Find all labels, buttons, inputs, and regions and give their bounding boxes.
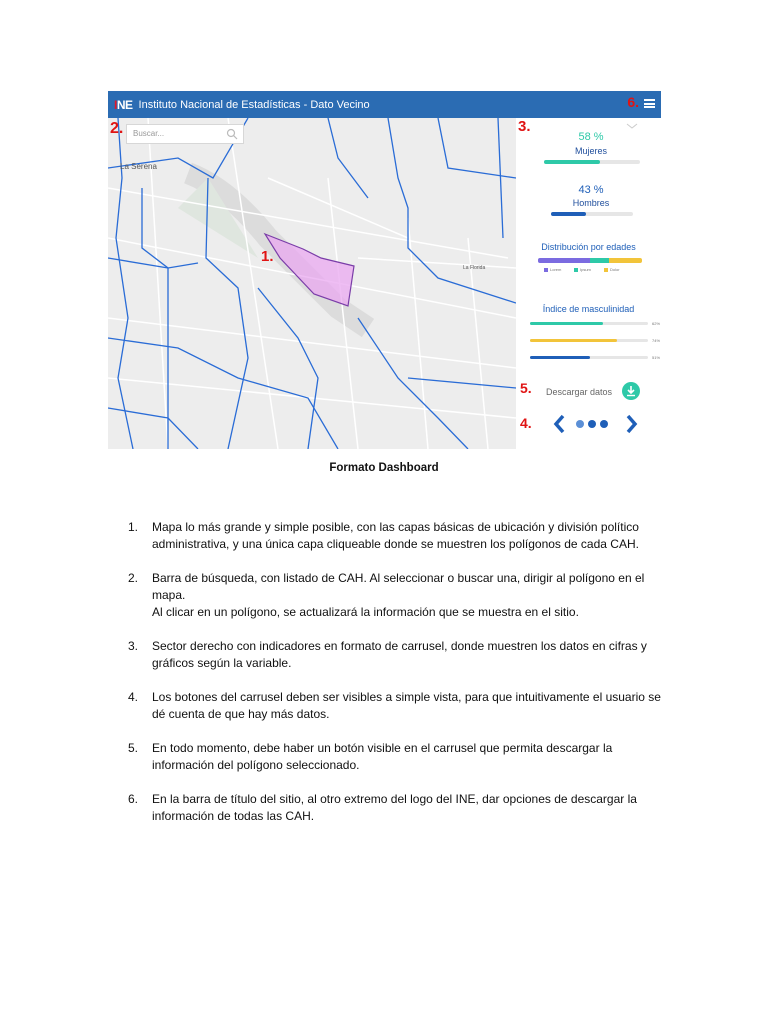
item-text: Mapa lo más grande y simple posible, con las capas básicas de ubicación y división político administrativa, y una única capa cliqueable donde se muestren los polígonos de cada CAH. <box>152 520 639 551</box>
item-number: 3. <box>128 639 139 653</box>
requirements-list <box>128 519 668 842</box>
dashboard-screenshot <box>108 91 661 449</box>
list-item <box>128 689 668 723</box>
legend-swatch-1 <box>544 268 548 272</box>
age-segment-2 <box>590 258 609 263</box>
marker-2: 2. <box>110 120 124 137</box>
item-number: 6. <box>128 792 139 806</box>
item-text: Barra de búsqueda, con listado de CAH. Al seleccionar o buscar una, dirigir al polígono en el mapa. <box>152 571 645 602</box>
masc-bar-3 <box>530 356 648 359</box>
age-legend-2: Ipsum <box>580 267 591 272</box>
carousel-dot-2[interactable] <box>588 420 596 428</box>
masc-bar-1-fill <box>530 322 603 325</box>
list-item <box>128 740 668 774</box>
item-number: 4. <box>128 690 139 704</box>
men-bar <box>551 212 633 216</box>
age-segment-1 <box>538 258 590 263</box>
marker-3: 3. <box>518 118 531 135</box>
list-item <box>128 519 668 553</box>
age-legend-1: Lorem <box>550 267 562 272</box>
chevron-up-icon[interactable] <box>626 123 638 129</box>
map-label-la-florida: La Florida <box>463 265 486 271</box>
men-bar-fill <box>551 212 586 216</box>
title-bar <box>108 91 661 118</box>
item-text-2: Al clicar en un polígono, se actualizará la información que se muestra en el sitio. <box>152 605 579 619</box>
item-text-block <box>152 570 668 621</box>
masc-bar-2 <box>530 339 648 342</box>
item-number: 2. <box>128 571 139 585</box>
list-item <box>128 638 668 672</box>
marker-4: 4. <box>520 415 532 431</box>
list-item <box>128 570 668 621</box>
ine-logo[interactable]: INE <box>114 97 133 112</box>
age-segment-3 <box>609 258 642 263</box>
masc-value-1: 62% <box>652 321 661 326</box>
age-legend-3: Dolor <box>610 267 620 272</box>
item-text: En la barra de título del sitio, al otro extremo del logo del INE, dar opciones de descargar la información de todas las CAH. <box>152 792 637 823</box>
item-number: 5. <box>128 741 139 755</box>
women-bar-fill <box>544 160 600 164</box>
carousel-dot-1[interactable] <box>576 420 584 428</box>
marker-5: 5. <box>520 380 532 396</box>
search-placeholder: Buscar... <box>133 129 165 138</box>
marker-6: 6. <box>627 94 639 110</box>
list-item <box>128 791 668 825</box>
carousel-dot-3[interactable] <box>600 420 608 428</box>
app-title: Instituto Nacional de Estadísticas - Dato Vecino <box>138 98 370 111</box>
chevron-left-icon[interactable] <box>552 414 566 434</box>
download-icon[interactable] <box>622 382 640 400</box>
masc-value-3: 51% <box>652 355 661 360</box>
chevron-right-icon[interactable] <box>625 414 639 434</box>
map-canvas <box>108 118 516 449</box>
masc-value-2: 74% <box>652 338 661 343</box>
women-bar <box>544 160 640 164</box>
masc-bar-2-fill <box>530 339 617 342</box>
women-percent: 58 % <box>578 131 604 143</box>
search-icon[interactable] <box>226 128 238 140</box>
legend-swatch-2 <box>574 268 578 272</box>
search-input[interactable] <box>126 124 244 144</box>
download-label[interactable]: Descargar datos <box>546 387 613 397</box>
men-percent: 43 % <box>578 184 604 196</box>
women-label: Mujeres <box>574 146 607 156</box>
menu-icon[interactable] <box>644 99 655 108</box>
item-text: Sector derecho con indicadores en formato de carrusel, donde muestren los datos en cifras y gráficos según la variable. <box>152 639 647 670</box>
age-distribution-title: Distribución por edades <box>541 242 636 252</box>
men-label: Hombres <box>572 198 610 208</box>
item-text: En todo momento, debe haber un botón visible en el carrusel que permita descargar la información del polígono seleccionado. <box>152 741 613 772</box>
map-label-la-serena: La Serena <box>120 162 157 171</box>
figure-caption: Formato Dashboard <box>329 462 439 474</box>
map[interactable] <box>108 118 516 449</box>
marker-1: 1. <box>261 248 274 265</box>
masc-bar-3-fill <box>530 356 590 359</box>
indicator-carousel <box>516 118 661 449</box>
masc-bar-1 <box>530 322 648 325</box>
legend-swatch-3 <box>604 268 608 272</box>
age-stacked-bar <box>538 258 642 263</box>
item-text: Los botones del carrusel deben ser visibles a simple vista, para que intuitivamente el usuario se dé cuenta de que hay más datos. <box>152 690 661 721</box>
item-number: 1. <box>128 520 139 534</box>
masculinity-title: Índice de masculinidad <box>542 304 635 314</box>
